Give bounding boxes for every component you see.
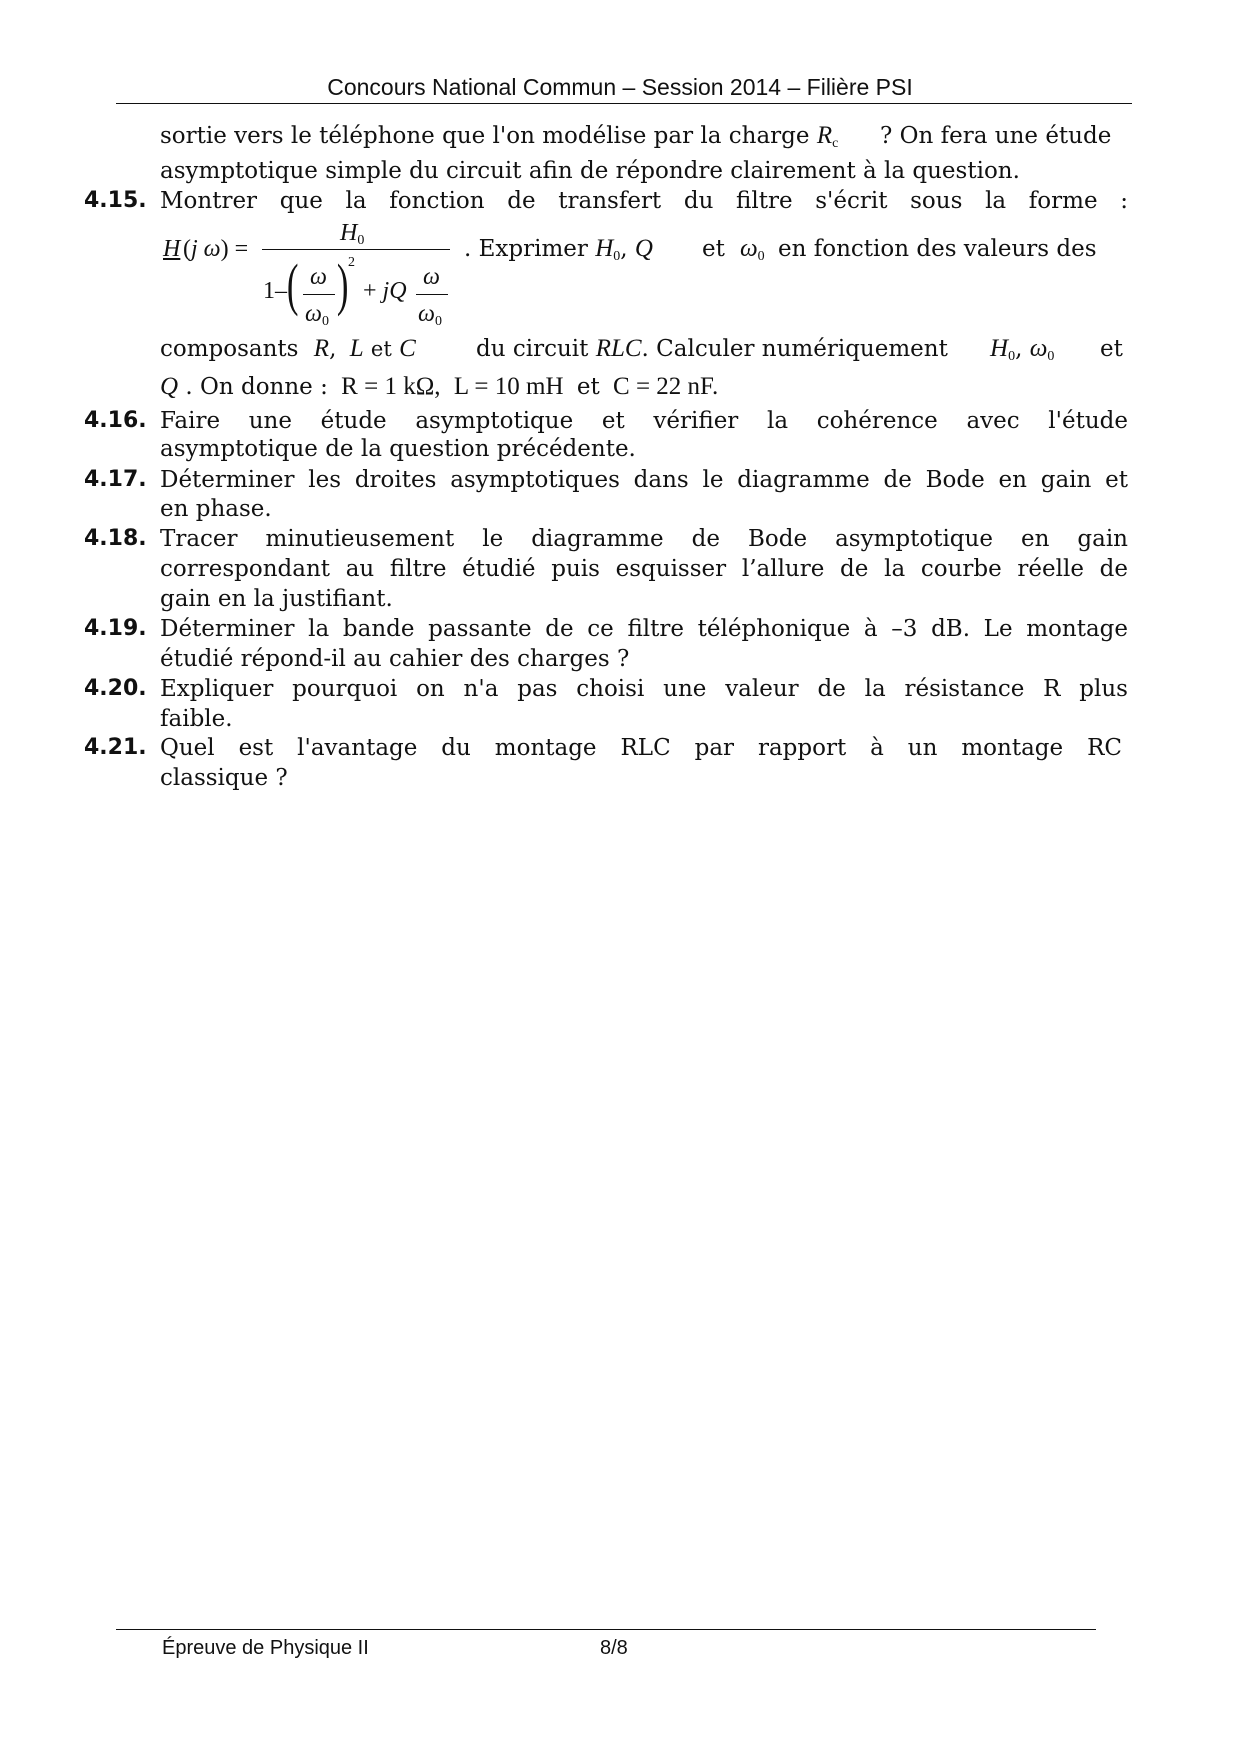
question-number-4-18: 4.18. (84, 526, 147, 551)
footer-page-number: 8/8 (600, 1637, 628, 1659)
C-symbol: C (399, 335, 416, 362)
q419-line-2: étudié répond-il au cahier des charges ? (160, 646, 630, 672)
RLC-symbol: RLC (595, 335, 642, 362)
q416-line-1: Faire une étude asymptotique et vérifier la cohérence avec l'étude (160, 408, 1128, 434)
q415-line-3-and: et (1100, 336, 1123, 362)
formula-left-paren: ( (286, 252, 299, 317)
question-number-4-19: 4.19. (84, 616, 147, 641)
footer-rule (116, 1629, 1096, 1630)
header-rule (116, 103, 1132, 104)
q417-line-2: en phase. (160, 496, 272, 522)
question-number-4-16: 4.16. (84, 408, 147, 433)
q420-line-2: faible. (160, 706, 233, 732)
C-value: C = 22 nF. (613, 373, 719, 400)
q418-line-2: correspondant au filtre étudié puis esquisser l’allure de la courbe réelle de (160, 556, 1128, 582)
inner-fraction-bar (303, 294, 335, 295)
q415-line-3-b: du circuit RLC. Calculer numériquement (476, 335, 948, 362)
Q-symbol-2: Q (160, 373, 179, 400)
q421-line-1: Quel est l'avantage du montage RLC par rapport à un montage RC (160, 735, 1122, 761)
R-value: R = 1 kΩ, (341, 373, 441, 400)
intro-line-1: sortie vers le téléphone que l'on modélise par la charge $R_c$ (160, 122, 839, 151)
q415-line-3-a: composants R, L et C (160, 335, 416, 362)
L-value: L = 10 mH (453, 373, 564, 400)
question-number-4-17: 4.17. (84, 467, 147, 492)
formula-right-paren: ) (336, 252, 349, 317)
formula-omega0: $\omega_0$ (305, 301, 329, 329)
q418-line-1: Tracer minutieusement le diagramme de Bode asymptotique en gain (160, 526, 1128, 552)
formula-plus-jQ: + jQ (363, 278, 407, 304)
intro-line-2: asymptotique simple du circuit afin de répondre clairement à la question. (160, 158, 1020, 184)
formula-H: H (163, 236, 181, 262)
q419-line-1: Déterminer la bande passante de ce filtre téléphonique à –3 dB. Le montage (160, 616, 1128, 642)
formula-lhs-args: (j ω) = (183, 236, 249, 262)
H0-symbol: $H_0$ (595, 235, 621, 264)
formula-omega: ω (310, 264, 327, 290)
formula-omega0-b: $\omega_0$ (418, 301, 442, 329)
Q-symbol: Q (634, 235, 653, 262)
question-number-4-21: 4.21. (84, 735, 147, 760)
intro-line-1-tail: ? On fera une étude (880, 123, 1112, 149)
q420-line-1: Expliquer pourquoi on n'a pas choisi une valeur de la résistance R plus (160, 676, 1128, 702)
q415-line-4: Q . On donne : R = 1 kΩ, L = 10 mH et C = 22 nF. (160, 373, 719, 400)
second-inner-fraction-bar (416, 294, 448, 295)
formula-exponent-2: 2 (348, 255, 355, 270)
q418-line-3: gain en la justifiant. (160, 586, 393, 612)
q415-line-2-and: et (702, 236, 725, 262)
q415-line-3-symbols: $H_0$, $\omega_0$ (990, 335, 1055, 364)
q415-line-2-tail: en fonction des valeurs des (778, 236, 1097, 262)
question-number-4-15: 4.15. (84, 188, 147, 213)
formula-omega-b: ω (423, 264, 440, 290)
main-fraction-bar (262, 249, 450, 250)
q417-line-1: Déterminer les droites asymptotiques dans le diagramme de Bode en gain et (160, 467, 1128, 493)
q416-line-2: asymptotique de la question précédente. (160, 436, 636, 462)
R-symbol: R (313, 335, 330, 362)
q415-line-2-a: . Exprimer $H_0$, Q (464, 235, 653, 264)
formula-H0-numerator: $H_0$ (340, 220, 365, 248)
L-symbol: L (349, 335, 364, 362)
q421-line-2: classique ? (160, 765, 288, 791)
q415-line-1: Montrer que la fonction de transfert du filtre s'écrit sous la forme : (160, 188, 1128, 214)
formula-one-minus: 1– (263, 278, 287, 304)
question-number-4-20: 4.20. (84, 676, 147, 701)
rc-symbol: $R_c$ (816, 122, 839, 151)
q415-line-2-omega0: $\omega_0$ (740, 235, 765, 264)
footer-title: Épreuve de Physique II (162, 1637, 369, 1659)
page-header: Concours National Commun – Session 2014 – Filière PSI (327, 74, 913, 100)
